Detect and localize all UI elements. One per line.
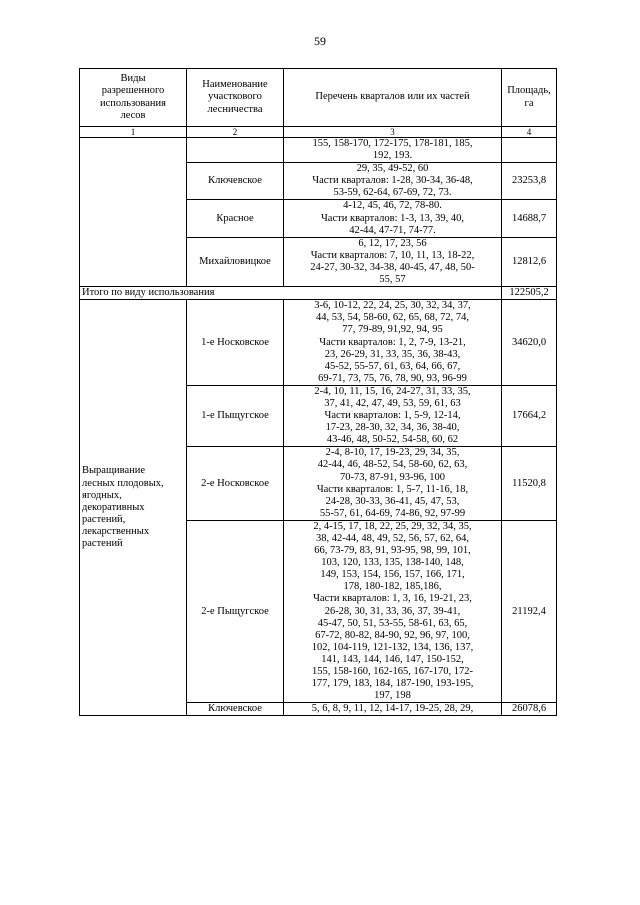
forestry-cell	[187, 138, 284, 163]
quarters-cell: 5, 6, 8, 9, 11, 12, 14-17, 19-25, 28, 29,	[284, 703, 502, 716]
forestry-cell: Михайловицкое	[187, 237, 284, 286]
quarters-cell: 155, 158-170, 172-175, 178-181, 185, 192, 193.	[284, 138, 502, 163]
area-cell: 23253,8	[502, 163, 557, 200]
total-area: 122505,2	[502, 287, 557, 300]
usage-type-cell-empty	[80, 138, 187, 287]
forestry-cell: Ключевское	[187, 163, 284, 200]
area-cell: 26078,6	[502, 703, 557, 716]
area-cell: 12812,6	[502, 237, 557, 286]
area-cell: 34620,0	[502, 300, 557, 386]
area-cell	[502, 138, 557, 163]
table-row	[80, 300, 557, 386]
forestry-cell: 1-е Пыщугское	[187, 385, 284, 446]
forestry-cell: 2-е Пыщугское	[187, 520, 284, 702]
quarters-cell: 2-4, 8-10, 17, 19-23, 29, 34, 35, 42-44, 46, 48-52, 54, 58-60, 62, 63, 70-73, 87-91, 93-96, 100 Части кварталов: 1, 5-7, 11-16, 18, 24-28, 30-33, 36-41, 45, 47, 53, 55-57, 61, 64-69, 74-86, 92, 97-99	[284, 447, 502, 521]
forestry-cell: Красное	[187, 200, 284, 237]
forestry-cell: 2-е Носковское	[187, 447, 284, 521]
area-cell: 21192,4	[502, 520, 557, 702]
area-cell: 11520,8	[502, 447, 557, 521]
area-cell: 14688,7	[502, 200, 557, 237]
col-index: 4	[502, 127, 557, 138]
table-row	[80, 138, 557, 163]
usage-type-cell: Выращивание лесных плодовых, ягодных, декоративных растений, лекарственных растений	[80, 300, 187, 716]
quarters-cell: 29, 35, 49-52, 60 Части кварталов: 1-28, 30-34, 36-48, 53-59, 62-64, 67-69, 72, 73.	[284, 163, 502, 200]
quarters-table	[79, 68, 557, 716]
header-usage-type: Виды разрешенного использования лесов	[80, 69, 187, 127]
quarters-cell: 2, 4-15, 17, 18, 22, 25, 29, 32, 34, 35, 38, 42-44, 48, 49, 52, 56, 57, 62, 64, 66, 73-79, 83, 91, 93-95, 98, 99, 101, 103, 120, 133, 135, 138-140, 148, 149, 153, 154, 156, 157, 166, 171, 178, 180-182, 185,186, Части кварталов: 1, 3, 16, 19-21, 23, 26-28, 30, 31, 33, 36, 37, 39-41, 45-47, 50, 51, 53-55, 58-61, 63, 65, 67-72, 80-82, 84-90, 92, 96, 97, 100, 102, 104-119, 121-132, 134, 136, 137, 141, 143, 144, 146, 147, 150-152, 155, 158-160, 162-165, 167-170, 172- 177, 179, 183, 184, 187-190, 193-195, 197, 198	[284, 520, 502, 702]
total-label: Итого по виду использования	[80, 287, 502, 300]
forestry-cell: 1-е Носковское	[187, 300, 284, 386]
page-number: 59	[314, 34, 326, 48]
quarters-cell: 3-6, 10-12, 22, 24, 25, 30, 32, 34, 37, 44, 53, 54, 58-60, 62, 65, 68, 72, 74, 77, 79-89, 91,92, 94, 95 Части кварталов: 1, 2, 7-9, 13-21, 23, 26-29, 31, 33, 35, 36, 38-43, 45-52, 55-57, 61, 63, 64, 66, 67, 69-71, 73, 75, 76, 78, 90, 93, 96-99	[284, 300, 502, 386]
total-row	[80, 287, 557, 300]
area-cell: 17664,2	[502, 385, 557, 446]
forestry-cell: Ключевское	[187, 703, 284, 716]
col-index: 1	[80, 127, 187, 138]
header-row	[80, 69, 557, 127]
quarters-cell: 6, 12, 17, 23, 56 Части кварталов: 7, 10, 11, 13, 18-22, 24-27, 30-32, 34-38, 40-45, 47, 48, 50- 55, 57	[284, 237, 502, 286]
header-quarters: Перечень кварталов или их частей	[284, 69, 502, 127]
quarters-cell: 2-4, 10, 11, 15, 16, 24-27, 31, 33, 35, 37, 41, 42, 47, 49, 53, 59, 61, 63 Части кварталов: 1, 5-9, 12-14, 17-23, 28-30, 32, 34, 36, 38-40, 43-46, 48, 50-52, 54-58, 60, 62	[284, 385, 502, 446]
quarters-cell: 4-12, 45, 46, 72, 78-80. Части кварталов: 1-3, 13, 39, 40, 42-44, 47-71, 74-77.	[284, 200, 502, 237]
header-area: Площадь, га	[502, 69, 557, 127]
col-index: 2	[187, 127, 284, 138]
header-forestry: Наименование участкового лесничества	[187, 69, 284, 127]
column-index-row	[80, 127, 557, 138]
col-index: 3	[284, 127, 502, 138]
